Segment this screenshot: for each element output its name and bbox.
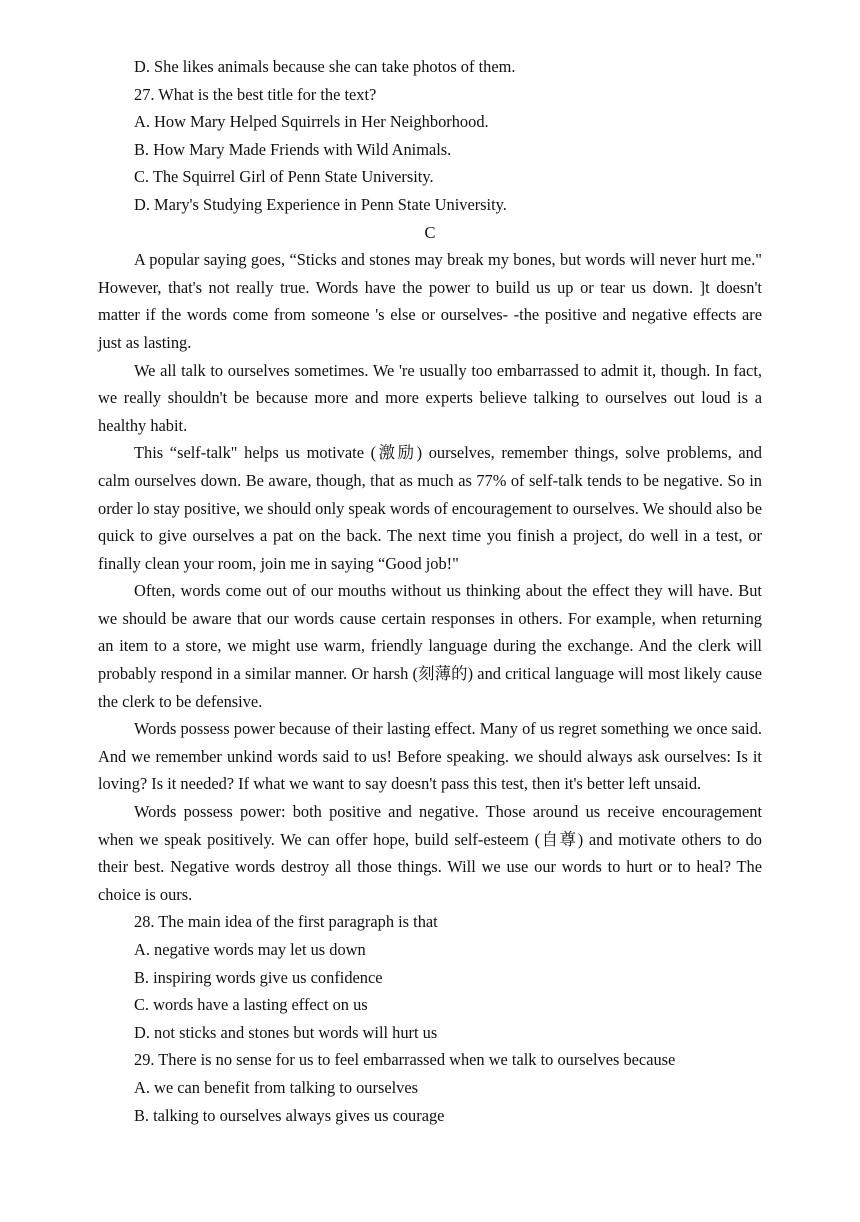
document-page [98, 53, 762, 1129]
q28-option-c: C. words have a lasting effect on us [134, 995, 368, 1015]
q29-option-b: B. talking to ourselves always gives us courage [134, 1105, 445, 1125]
q28-option-a: A. negative words may let us down [134, 940, 366, 959]
passage-paragraph-1: A popular saying goes, “Sticks and stones may break my bones, but words will never hurt me." However, that's not really true. Words have the power to build us up or tear us down. ]t doesn't matter if the words come from someone 's else or ourselves- -the positive and negative effects are just as lasting. [98, 250, 762, 352]
passage-paragraph-3: This “self-talk" helps us motivate (激励) ourselves, remember things, solve problems, and calm ourselves down. Be aware, though, that as much as 77% of self-talk tends to be negative. So in order lo stay positive, we should only speak words of encouragement to ourselves. We should also be quick to give ourselves a pat on the back. The next time you finish a project, do well in a test, or finally clean your room, join me in saying “Good job!" [98, 443, 762, 573]
passage-paragraph-4: Often, words come out of our mouths without us thinking about the effect they will have. But we should be aware that our words cause certain responses in others. For example, when returning an item to a store, we might use warm, friendly language during the exchange. And the clerk will probably respond in a similar manner. Or harsh (刻薄的) and critical language will most likely cause the clerk to be defensive. [98, 581, 762, 711]
passage-paragraph-6: Words possess power: both positive and negative. Those around us receive encouragement when we speak positively. We can offer hope, build self-esteem (自尊) and motivate others to do their best. Negative words destroy all those things. Will we use our words to hurt or to heal? The choice is ours. [98, 802, 762, 904]
section-c-heading: C [424, 222, 436, 242]
q27-question: 27. What is the best title for the text? [134, 84, 377, 104]
q26-option-d: D. She likes animals because she can take photos of them. [134, 57, 516, 76]
q27-option-c: C. The Squirrel Girl of Penn State University. [134, 167, 434, 187]
q27-option-d: D. Mary's Studying Experience in Penn State University. [134, 194, 507, 214]
q28-option-d: D. not sticks and stones but words will hurt us [134, 1022, 438, 1042]
q28-question: 28. The main idea of the first paragraph is that [134, 912, 438, 932]
passage-paragraph-5: Words possess power because of their lasting effect. Many of us regret something we once said. And we remember unkind words said to us! Before speaking. we should always ask ourselves: Is it loving? Is it needed? If what we want to say doesn't pass this test, then it's better left unsaid. [98, 719, 762, 794]
q27-option-a: A. How Mary Helped Squirrels in Her Neighborhood. [134, 112, 489, 132]
q29-option-a: A. we can benefit from talking to ourselves [134, 1077, 419, 1097]
q29-question: 29. There is no sense for us to feel embarrassed when we talk to ourselves because [134, 1050, 676, 1070]
passage-paragraph-2: We all talk to ourselves sometimes. We 're usually too embarrassed to admit it, though. In fact, we really shouldn't be because more and more experts believe talking to ourselves out loud is a healthy habit. [98, 360, 762, 435]
q28-option-b: B. inspiring words give us confidence [134, 967, 383, 987]
q27-option-b: B. How Mary Made Friends with Wild Animals. [134, 139, 452, 159]
